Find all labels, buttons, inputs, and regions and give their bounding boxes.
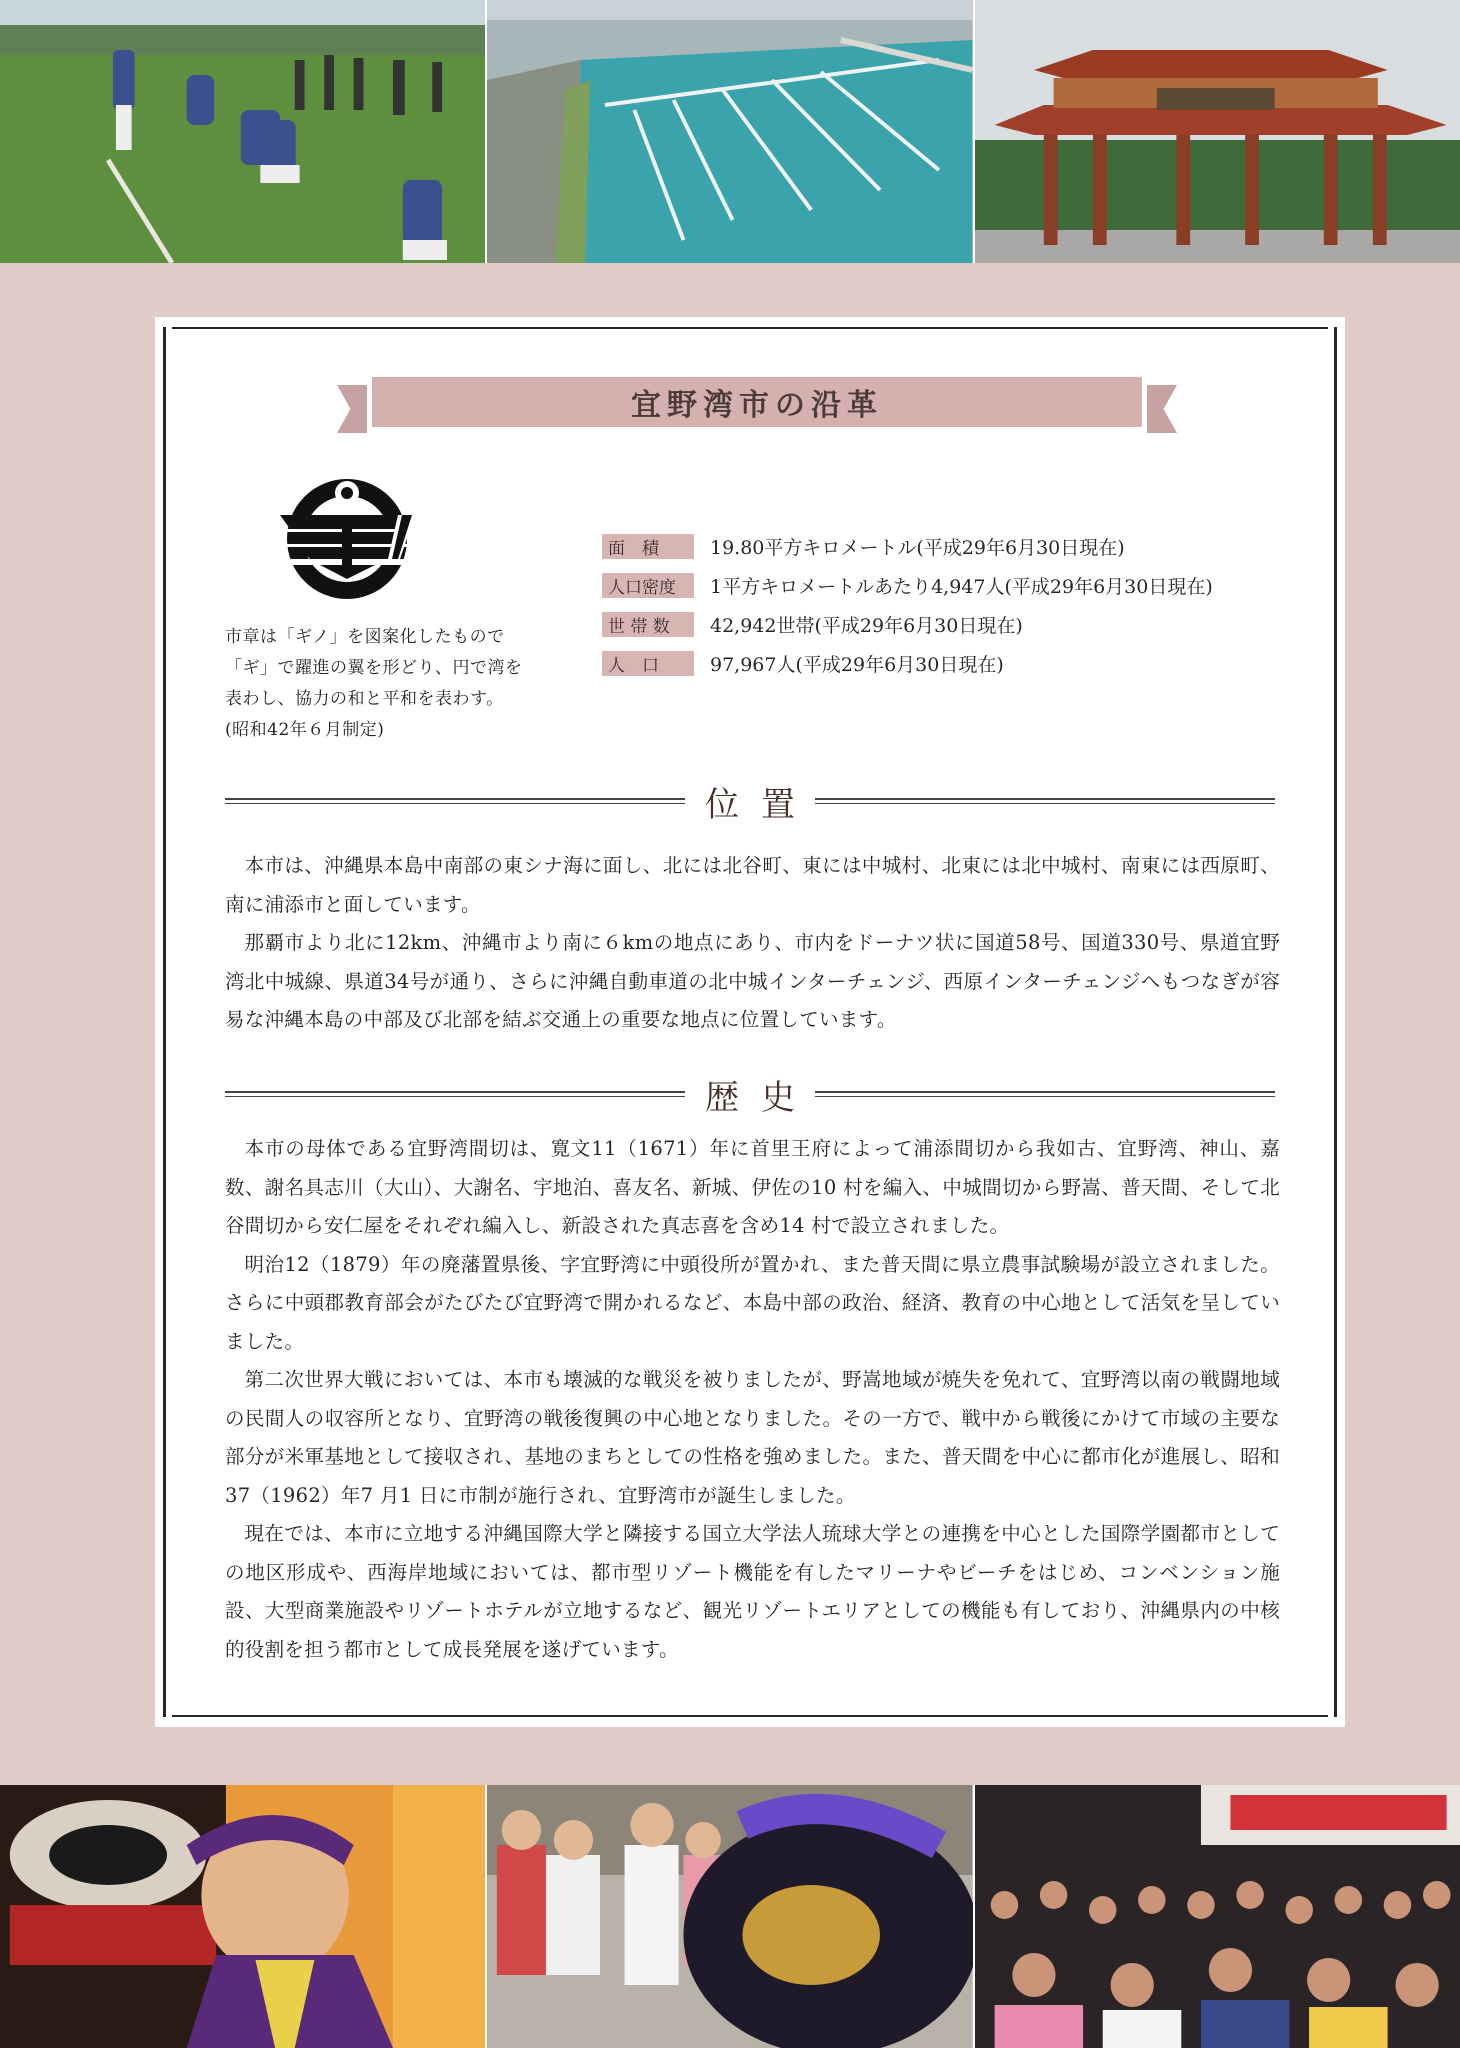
paragraph: 現在では、本市に立地する沖縄国際大学と隣接する国立大学法人琉球大学との連携を中心とした国際学園都市としての地区形成や、西海岸地域においては、都市型リゾート機能を有したマリーナやビーチをはじめ、コンベンション施設、大型商業施設やリゾートホテルが立地するなど、観光リゾートエリアとしての機能も有しており、沖縄県内の中核的役割を担う都市として成長発展を遂げています。 xyxy=(225,1522,1280,1661)
stat-value: 1平方キロメートルあたり4,947人(平成29年6月30日現在) xyxy=(710,576,1213,598)
stat-label: 人 口 xyxy=(602,651,694,676)
stat-label: 面 積 xyxy=(602,534,694,559)
stat-label: 世 帯 数 xyxy=(602,612,694,637)
history-card xyxy=(155,317,1345,1727)
stat-row-households xyxy=(602,605,1213,644)
stat-value: 97,967人(平成29年6月30日現在) xyxy=(710,654,1004,676)
baseball-field-photo xyxy=(0,0,487,263)
stat-row-area xyxy=(602,527,1213,566)
marina-aerial-photo xyxy=(487,0,974,263)
top-photo-strip xyxy=(0,0,1460,263)
history-title: 歴史 xyxy=(705,1077,817,1118)
heading-rule-left xyxy=(225,1091,685,1097)
title-ribbon xyxy=(372,377,1142,427)
paragraph: 明治12（1879）年の廃藩置県後、字宜野湾に中頭役所が置かれ、また普天間に県立農事試験場が設立されました。さらに中頭郡教育部会がたびたび宜野湾で開かれるなど、本島中部の政治、経済、教育の中心地として活気を呈していました。 xyxy=(225,1252,1280,1353)
history-body xyxy=(225,1130,1280,1669)
stat-value: 42,942世帯(平成29年6月30日現在) xyxy=(710,615,1023,637)
heading-rule-left xyxy=(225,798,685,804)
history-heading xyxy=(225,1072,1275,1116)
location-heading xyxy=(225,779,1275,823)
paragraph: 本市の母体である宜野湾間切は、寛文11（1671）年に首里王府によって浦添間切から我如古、宜野湾、神山、嘉数、謝名具志川（大山）、大謝名、宇地泊、喜友名、新城、伊佐の10 村を編入、中城間切から野嵩、普天間、そして北谷間切から安仁屋をそれぞれ編入し、新設された真志喜を含め14 村で設立されました。 xyxy=(225,1137,1280,1237)
ribbon-body xyxy=(372,377,1142,427)
paragraph: 那覇市より北に12km、沖縄市より南に６kmの地点にあり、市内をドーナツ状に国道58号、国道330号、県道宜野湾北中城線、県道34号が通り、さらに沖縄自動車道の北中城インターチェンジ、西原インターチェンジへもつなぎが容易な沖縄本島の中部及び北部を結ぶ交通上の重要な地点に位置しています。 xyxy=(225,931,1280,1031)
stat-row-population xyxy=(602,644,1213,683)
location-body xyxy=(225,847,1280,1040)
location-title: 位置 xyxy=(705,784,817,825)
paragraph: 本市は、沖縄県本島中南部の東シナ海に面し、北には北谷町、東には中城村、北東には北中城村、南東には西原町、南に浦添市と面しています。 xyxy=(225,854,1280,916)
city-emblem-icon xyxy=(280,477,415,602)
children-lion-dance-photo xyxy=(487,1785,974,2048)
page-title: 宜野湾市の沿革 xyxy=(631,388,883,423)
emblem-caption: 市章は「ギノ」を図案化したもので「ギ」で躍進の翼を形どり、円で湾を表わし、協力の和と平和を表わす。(昭和42年６月制定) xyxy=(225,627,523,740)
heading-rule-right xyxy=(815,798,1275,804)
bottom-photo-strip xyxy=(0,1785,1460,2048)
child-lion-dance-photo xyxy=(0,1785,487,2048)
red-gate-photo xyxy=(975,0,1460,263)
stats-table xyxy=(602,527,1213,683)
paragraph: 第二次世界大戦においては、本市も壊滅的な戦災を被りましたが、野嵩地域が焼失を免れて、宜野湾以南の戦闘地域の民間人の収容所となり、宜野湾の戦後復興の中心地となりました。その一方で、戦中から戦後にかけて市域の主要な部分が米軍基地として接収され、基地のまちとしての性格を強めました。また、普天間を中心に都市化が進展し、昭和37（1962）年7 月1 日に市制が施行され、宜野湾市が誕生しました。 xyxy=(225,1368,1280,1507)
heading-rule-right xyxy=(815,1091,1275,1097)
stat-value: 19.80平方キロメートル(平成29年6月30日現在) xyxy=(710,537,1125,559)
festival-crowd-photo xyxy=(975,1785,1460,2048)
stat-label: 人口密度 xyxy=(602,573,694,598)
stat-row-density xyxy=(602,566,1213,605)
